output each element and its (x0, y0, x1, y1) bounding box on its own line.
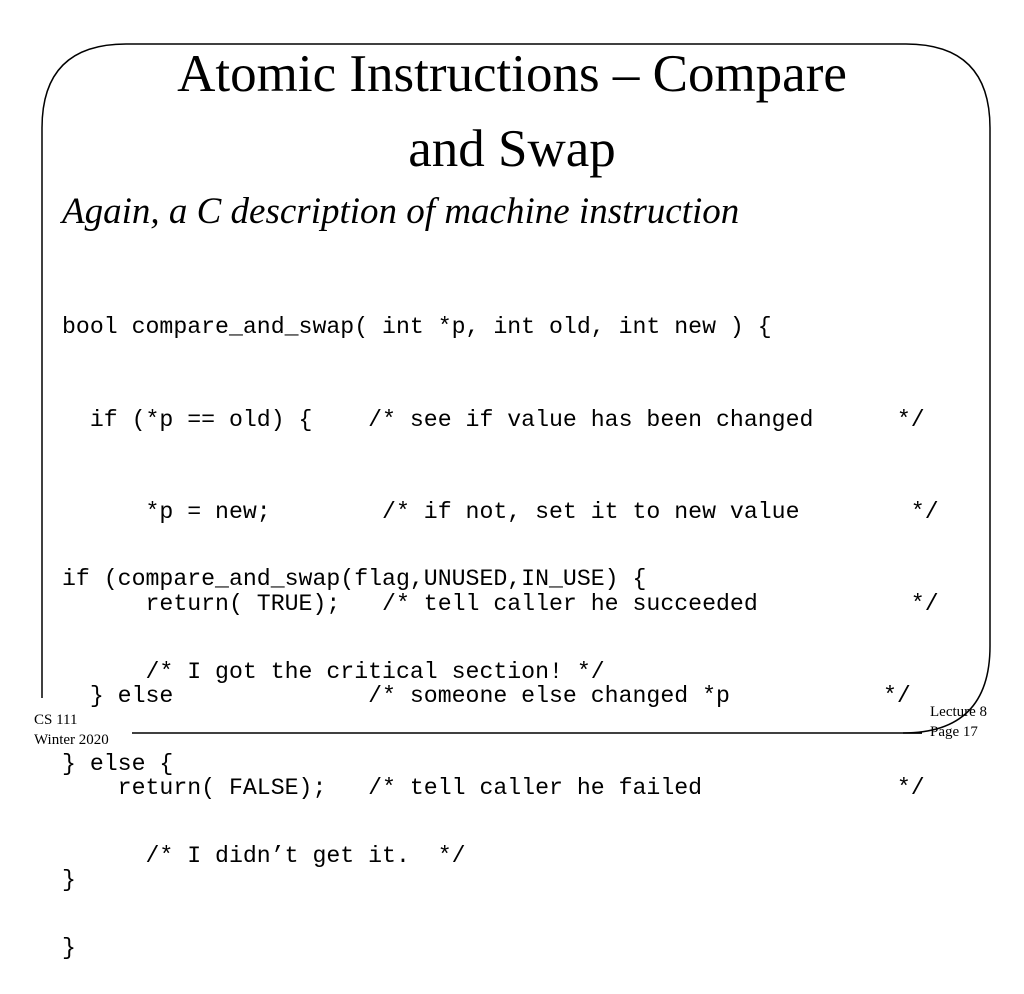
code-line: *p = new; /* if not, set it to new value */ (62, 498, 939, 525)
code-line: } else { (62, 750, 174, 777)
code-line: /* I got the critical section! */ (62, 658, 605, 685)
code-block-usage (62, 503, 646, 994)
code-line: } (62, 934, 76, 961)
slide-title-line-1: Atomic Instructions – Compare (177, 45, 847, 103)
footer-page-number: Page 17 (930, 724, 978, 740)
code-line: return( FALSE); /* tell caller he failed */ (62, 774, 925, 801)
code-line: if (compare_and_swap(flag,UNUSED,IN_USE) { (62, 566, 647, 593)
footer-course: CS 111 (34, 712, 78, 728)
code-line: } (62, 867, 76, 894)
footer-page-info (930, 702, 987, 742)
slide-subtitle: Again, a C description of machine instruction (62, 191, 740, 232)
footer-lecture: Lecture 8 (930, 704, 988, 720)
code-line: /* I didn’t get it. */ (62, 842, 466, 869)
code-line: if (*p == old) { /* see if value has been changed */ (62, 406, 925, 433)
footer-course-info (34, 710, 109, 750)
footer-term: Winter 2020 (34, 732, 109, 748)
code-line: bool compare_and_swap( int *p, int old, int new ) { (62, 314, 772, 341)
code-line: return( TRUE); /* tell caller he succeeded */ (62, 590, 939, 617)
slide-title-line-2: and Swap (408, 120, 616, 178)
code-line: } else /* someone else changed *p */ (62, 682, 911, 709)
